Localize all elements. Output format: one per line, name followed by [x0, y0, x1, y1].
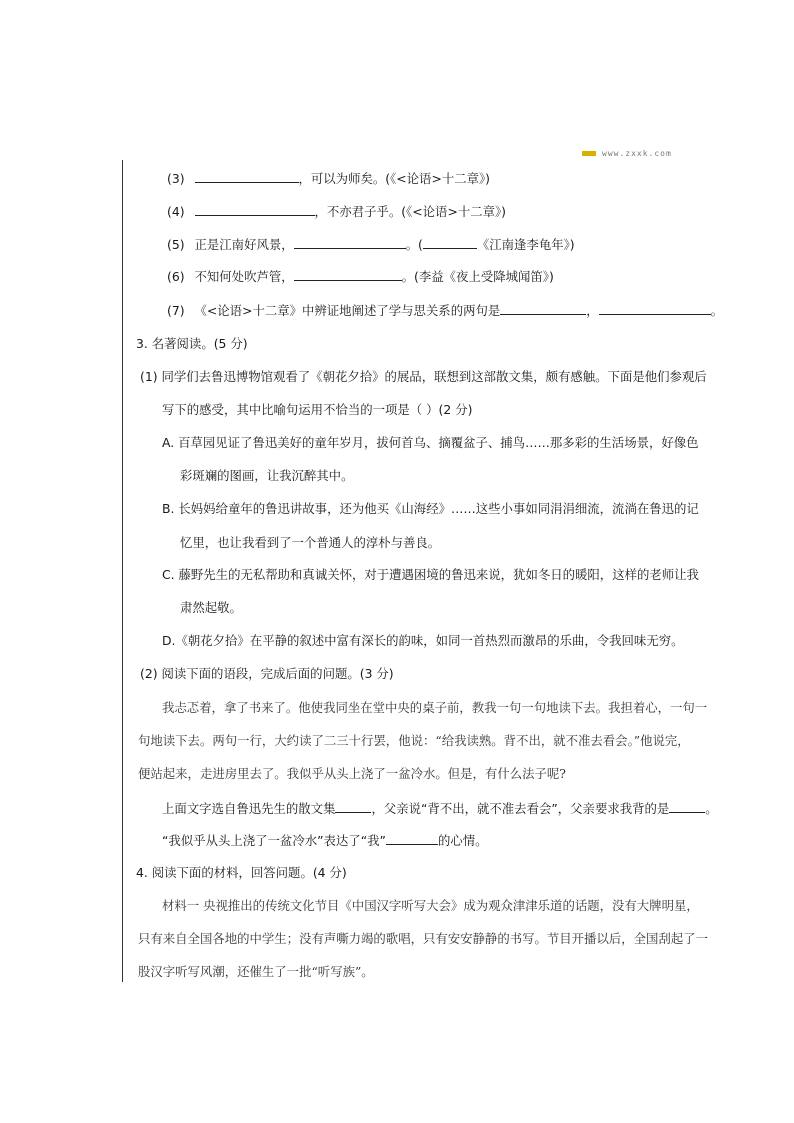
answer-blank[interactable] — [195, 170, 299, 183]
item-text: 《江南逢李龟年》) — [476, 237, 575, 252]
answer-blank[interactable] — [335, 800, 371, 813]
option-c-line2[interactable]: 肃然起敬。 — [180, 600, 242, 615]
item-4 — [167, 203, 506, 220]
option-d[interactable]: D.《朝花夕拾》在平静的叙述中富有深长的韵味，如同一首热烈而激昂的乐曲，令我回味无穷。 — [162, 633, 684, 648]
watermark-text: www.zxxk.com — [602, 149, 672, 158]
item-number: (3) — [167, 171, 185, 186]
fill-text: 的心情。 — [437, 833, 488, 848]
item-text: 《<论语>十二章》中辨证地阐述了学与思关系的两句是 — [194, 303, 501, 318]
material-line2: 只有来自全国各地的中学生；没有声嘶力竭的歌唱，只有安安静静的书写。节目开播以后，全国刮起了一 — [138, 931, 708, 946]
answer-blank[interactable] — [423, 236, 477, 249]
item-text: 。( — [405, 237, 423, 252]
answer-blank[interactable] — [669, 800, 705, 813]
option-c-line1[interactable]: C. 藤野先生的无私帮助和真诚关怀，对于遭遇困境的鲁迅来说，犹如冬日的暖阳，这样的老师让我 — [162, 567, 699, 582]
item-text: 。(李益《夜上受降城闻笛》) — [401, 269, 554, 284]
item-text: ，可以为师矣。(《<论语>十二章》) — [298, 171, 491, 186]
passage-line1: 我忐忑着，拿了书来了。他使我同坐在堂中央的桌子前，教我一句一句地读下去。我担着心，一句一 — [162, 700, 708, 715]
item-text: ， — [586, 303, 599, 318]
answer-blank[interactable] — [599, 302, 711, 315]
item-5 — [167, 236, 575, 253]
answer-blank[interactable] — [195, 203, 315, 216]
item-text: 。 — [710, 303, 724, 318]
item-number: (4) — [167, 204, 185, 219]
answer-blank[interactable] — [500, 302, 586, 315]
item-text: ，不亦君子乎。(《<论语>十二章》) — [314, 204, 507, 219]
answer-blank[interactable] — [294, 236, 406, 249]
answer-blank[interactable] — [386, 832, 438, 845]
item-number: (5) — [167, 237, 185, 252]
margin-rule — [122, 160, 123, 982]
item-6 — [167, 268, 554, 285]
material-line3: 股汉字听写风潮，还催生了一批“听写族”。 — [138, 964, 374, 979]
item-text: 正是江南好风景， — [194, 237, 294, 252]
question-3-1-line1: (1) 同学们去鲁迅博物馆观看了《朝花夕拾》的展品，联想到这部散文集，颇有感触。下面是他们参观后 — [140, 369, 707, 384]
section-3-heading: 3. 名著阅读。(5 分) — [136, 336, 248, 351]
item-7 — [167, 302, 723, 319]
item-text: 不知何处吹芦管， — [194, 269, 294, 284]
option-b-line2[interactable]: 忆里，也让我看到了一个普通人的淳朴与善良。 — [180, 535, 441, 550]
fill-text: 上面文字选自鲁迅先生的散文集 — [162, 801, 336, 816]
item-number: (7) — [167, 303, 185, 318]
fill-question-1 — [162, 800, 718, 817]
fill-text: “我似乎从头上浇了一盆冷水”表达了“我” — [162, 833, 386, 848]
watermark-logo-icon — [582, 151, 596, 156]
watermark — [582, 149, 672, 161]
material-line1: 材料一 央视推出的传统文化节目《中国汉字听写大会》成为观众津津乐道的话题，没有大牌明星， — [162, 898, 699, 913]
item-3 — [167, 170, 490, 187]
option-a-line1[interactable]: A. 百草园见证了鲁迅美好的童年岁月，拔何首乌、摘覆盆子、捕鸟……那多彩的生活场景，好像色 — [162, 435, 699, 450]
question-3-2-heading: (2) 阅读下面的语段，完成后面的问题。(3 分) — [140, 666, 394, 681]
section-4-heading: 4. 阅读下面的材料，回答问题。(4 分) — [136, 865, 347, 880]
fill-question-2 — [162, 832, 488, 849]
fill-text: 。 — [705, 801, 718, 816]
fill-text: ，父亲说“背不出，就不准去看会”，父亲要求我背的是 — [371, 801, 670, 816]
question-3-1-line2: 写下的感受，其中比喻句运用不恰当的一项是（ ）(2 分) — [162, 402, 473, 417]
option-b-line1[interactable]: B. 长妈妈给童年的鲁迅讲故事，还为他买《山海经》……这些小事如同涓涓细流，流淌在鲁迅的记 — [162, 501, 699, 516]
item-number: (6) — [167, 269, 185, 284]
option-a-line2[interactable]: 彩斑斓的图画，让我沉醉其中。 — [180, 468, 354, 483]
passage-line2: 句地读下去。两句一行，大约读了二三十行罢，他说：“给我读熟。背不出，就不准去看会。”他说完， — [138, 733, 690, 748]
answer-blank[interactable] — [294, 268, 402, 281]
passage-line3: 便站起来，走进房里去了。我似乎从头上浇了一盆冷水。但是，有什么法子呢? — [138, 766, 566, 781]
